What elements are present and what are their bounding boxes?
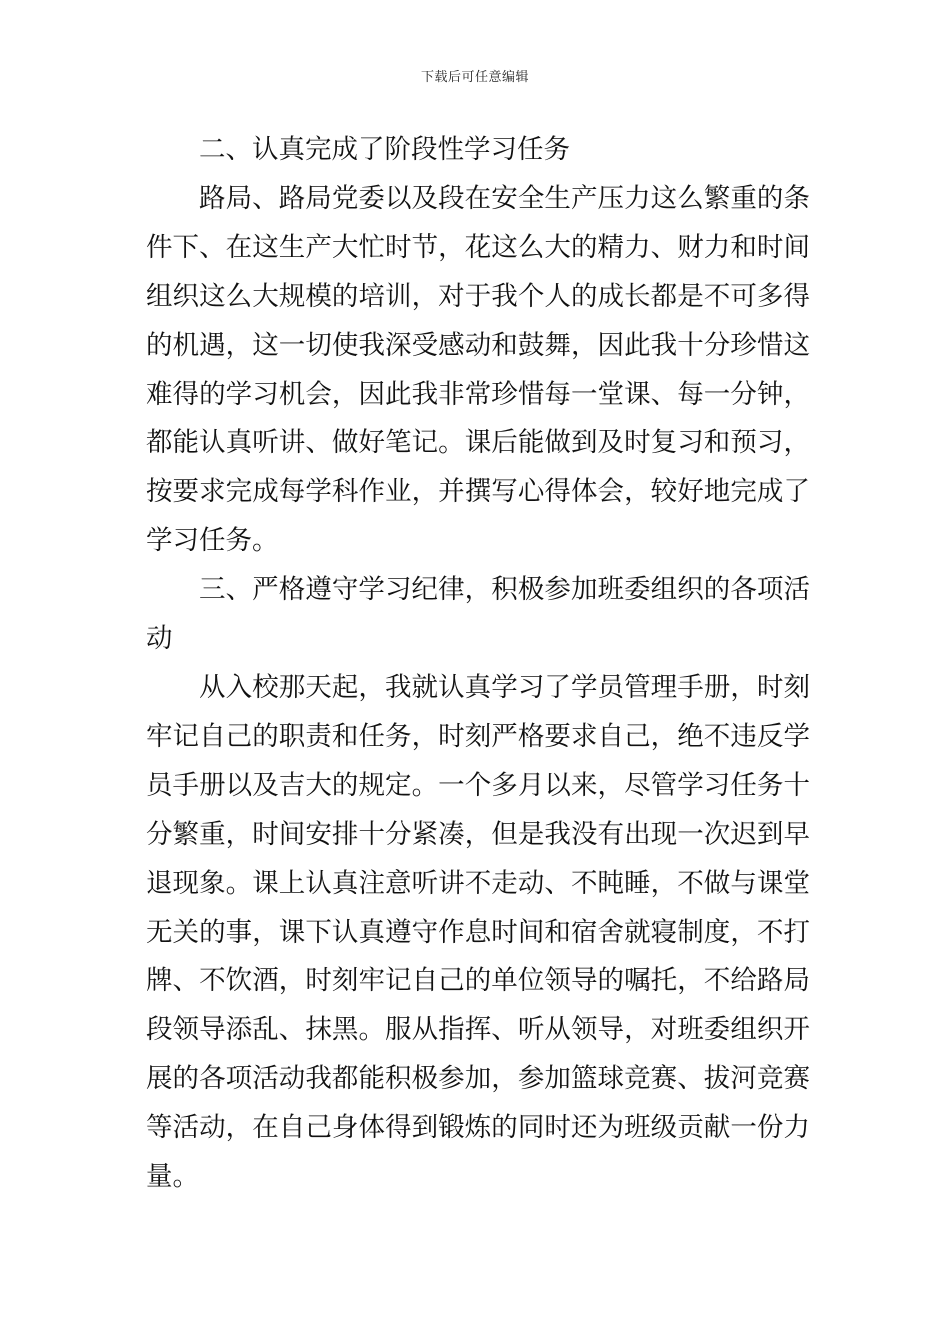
section-heading-three: 三、严格遵守学习纪律，积极参加班委组织的各项活动 (146, 574, 810, 655)
document-body (146, 126, 810, 1202)
body-paragraph: 路局、路局党委以及段在安全生产压力这么繁重的条件下、在这生产大忙时节，花这么大的精力、财力和时间组织这么大规模的培训，对于我个人的成长都是不可多得的机遇，这一切使我深受感动和鼓舞，因此我十分珍惜这难得的学习机会，因此我非常珍惜每一堂课、每一分钟，都能认真听讲、做好笔记。课后能做到及时复习和预习，按要求完成每学科作业，并撰写心得体会，较好地完成了学习任务。 (146, 182, 810, 557)
section-heading-two: 二、认真完成了阶段性学习任务 (199, 134, 570, 165)
body-paragraph: 从入校那天起，我就认真学习了学员管理手册，时刻牢记自己的职责和任务，时刻严格要求自己，绝不违反学员手册以及吉大的规定。一个多月以来，尽管学习任务十分繁重，时间安排十分紧凑，但是我没有出现一次迟到早退现象。课上认真注意听讲不走动、不盹睡，不做与课堂无关的事，课下认真遵守作息时间和宿舍就寝制度，不打牌、不饮酒，时刻牢记自己的单位领导的嘱托，不给路局段领导添乱、抹黑。服从指挥、听从领导，对班委组织开展的各项活动我都能积极参加，参加篮球竞赛、拔河竞赛等活动，在自己身体得到锻炼的同时还为班级贡献一份力量。 (146, 671, 810, 1193)
header-note: 下载后可任意编辑 (420, 70, 529, 85)
